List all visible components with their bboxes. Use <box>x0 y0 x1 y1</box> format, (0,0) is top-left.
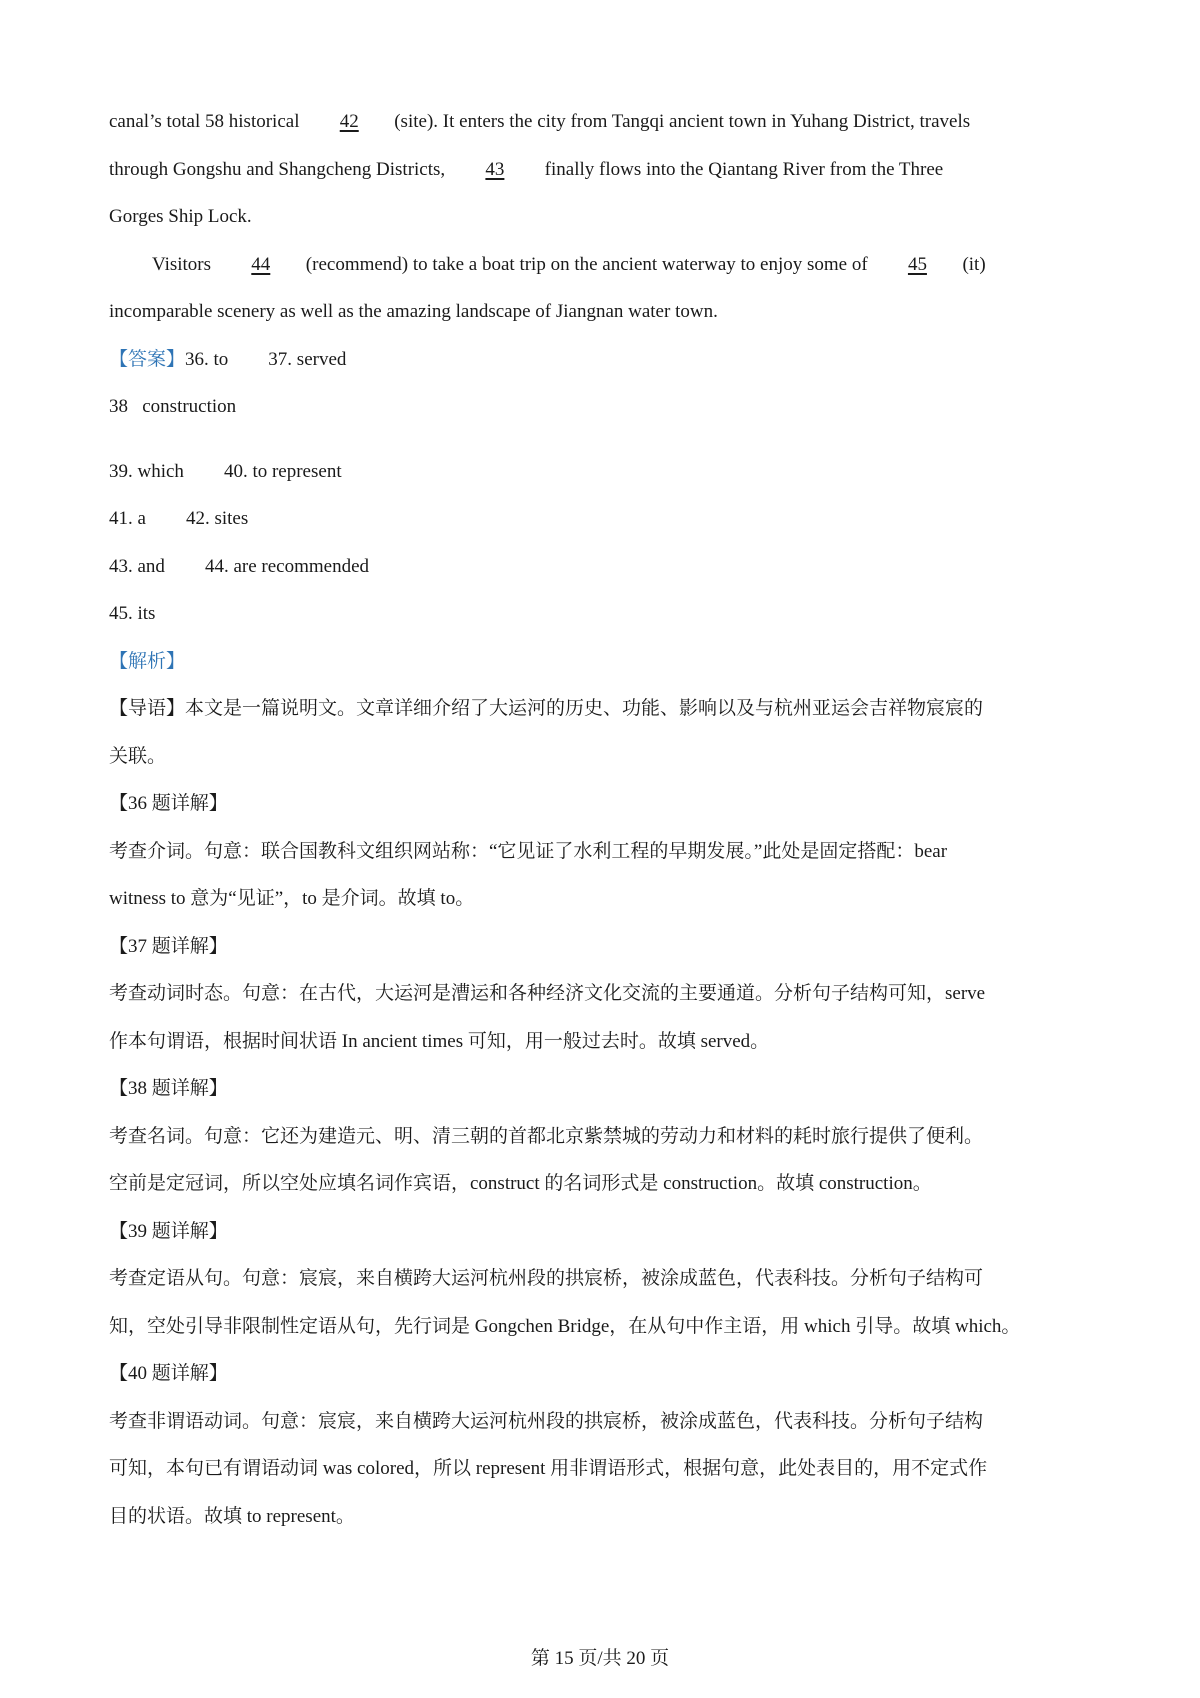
answer-line <box>109 448 1099 496</box>
page-number-footer: 第 15 页/共 20 页 <box>530 1648 670 1669</box>
answer-38: 38 construction <box>109 396 237 417</box>
blank-45: 45 <box>907 253 927 275</box>
q39-explanation <box>109 1255 1099 1350</box>
explanation-line: 可知，本句已有谓语动词 was colored，所以 represent 用非谓语形式，根据句意，此处表目的，用不定式作 <box>109 1458 988 1479</box>
answer-line <box>109 543 1099 591</box>
q36-explanation <box>109 828 1099 923</box>
passage-text: finally flows into the Qiantang River from the Three <box>544 158 944 180</box>
answer-37: 37. served <box>268 348 347 370</box>
answer-42: 42. sites <box>185 508 249 529</box>
explanation-line: 考查非谓语动词。句意：宸宸，来自横跨大运河杭州段的拱宸桥，被涂成蓝色，代表科技。分析句子结构 <box>109 1410 984 1432</box>
passage-text: canal’s total 58 historical <box>109 111 300 132</box>
q40-explanation <box>109 1398 1099 1541</box>
answer-45: 45. its <box>109 603 156 624</box>
passage-text: incomparable scenery as well as the amazing landscape of Jiangnan water town. <box>109 301 718 322</box>
explanation-line: witness to 意为“见证”，to 是介词。故填 to。 <box>109 888 475 909</box>
blank-43: 43 <box>485 158 505 180</box>
q38-heading: 【38 题详解】 <box>109 1078 228 1099</box>
explanation-line: 考查名词。句意：它还为建造元、明、清三朝的首都北京紫禁城的劳动力和材料的耗时旅行提供了便利。 <box>109 1125 984 1147</box>
explanation-line: 空前是定冠词，所以空处应填名词作宾语，construct 的名词形式是 construction。故填 construction。 <box>109 1173 932 1194</box>
intro-paragraph <box>109 685 1099 780</box>
passage-line <box>109 98 1099 146</box>
answer-43: 43. and <box>109 555 165 577</box>
passage-text: (it) <box>962 253 986 275</box>
explanation-line: 作本句谓语，根据时间状语 In ancient times 可知，用一般过去时。故填 served。 <box>109 1030 770 1052</box>
answer-36: 36. to <box>185 348 229 370</box>
answer-line <box>109 336 1099 384</box>
analysis-tag: 【解析】 <box>109 650 186 672</box>
page-content <box>109 98 1099 1540</box>
explanation-line: 考查定语从句。句意：宸宸，来自横跨大运河杭州段的拱宸桥，被涂成蓝色，代表科技。分析句子结构可 <box>109 1268 984 1289</box>
passage-text: (site). It enters the city from Tangqi ancient town in Yuhang District, travels <box>394 111 971 132</box>
q37-heading: 【37 题详解】 <box>109 935 228 957</box>
answer-40: 40. to represent <box>223 460 342 482</box>
q37-explanation <box>109 970 1099 1065</box>
passage-text: (recommend) to take a boat trip on the ancient waterway to enjoy some of <box>305 253 868 275</box>
passage-line <box>109 241 1099 289</box>
passage-text: Visitors <box>152 253 212 275</box>
answer-44: 44. are recommended <box>204 555 369 577</box>
explanation-line: 考查动词时态。句意：在古代，大运河是漕运和各种经济文化交流的主要通道。分析句子结构可知，serve <box>109 983 986 1004</box>
passage-text: Gorges Ship Lock. <box>109 206 252 227</box>
answer-39: 39. which <box>109 460 184 482</box>
q38-explanation <box>109 1113 1099 1208</box>
passage-line <box>109 193 1099 241</box>
answer-tag: 【答案】 <box>109 348 186 370</box>
passage-line <box>109 288 1099 336</box>
intro-line: 关联。 <box>109 745 167 767</box>
answer-41: 41. a <box>109 508 146 529</box>
intro-line: 【导语】本文是一篇说明文。文章详细介绍了大运河的历史、功能、影响以及与杭州亚运会吉祥物宸宸的 <box>109 698 984 719</box>
explanation-line: 目的状语。故填 to represent。 <box>109 1505 355 1527</box>
passage-text: through Gongshu and Shangcheng Districts, <box>109 158 446 180</box>
answer-line <box>109 495 1099 543</box>
answer-line <box>109 383 1099 431</box>
passage-line <box>109 146 1099 194</box>
answer-line <box>109 590 1099 638</box>
q39-heading: 【39 题详解】 <box>109 1220 228 1242</box>
explanation-line: 知，空处引导非限制性定语从句，先行词是 Gongchen Bridge，在从句中作主语，用 which 引导。故填 which。 <box>109 1315 1021 1337</box>
q36-heading: 【36 题详解】 <box>109 793 228 814</box>
q40-heading: 【40 题详解】 <box>109 1363 228 1384</box>
blank-44: 44 <box>251 253 271 275</box>
blank-42: 42 <box>339 111 359 132</box>
explanation-line: 考查介词。句意：联合国教科文组织网站称：“它见证了水利工程的早期发展。”此处是固定搭配：bear <box>109 840 948 862</box>
